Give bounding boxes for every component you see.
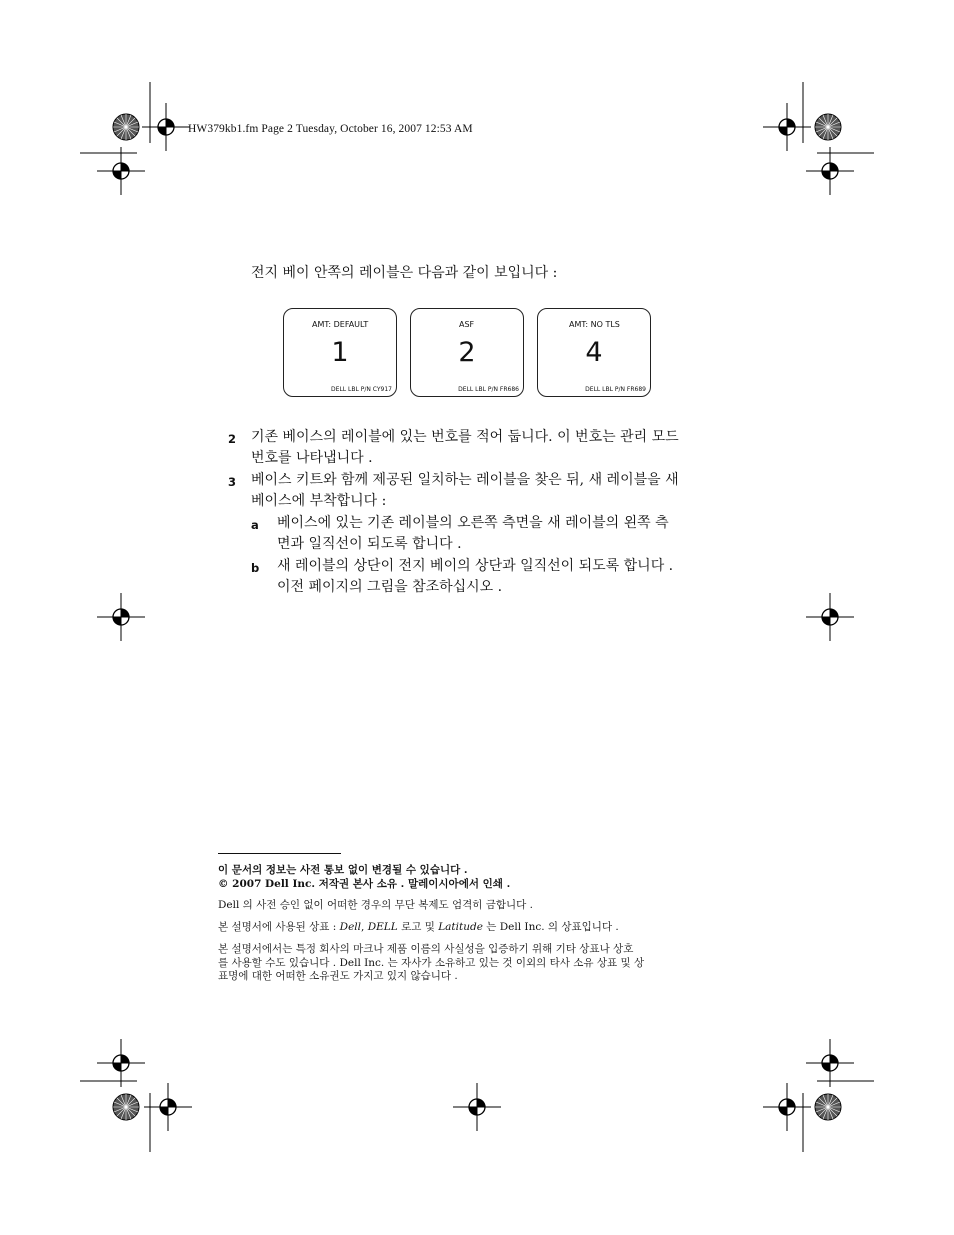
disclaimer-line: 표명에 대한 어떠한 소유권도 가지고 있지 않습니다 . <box>218 970 458 982</box>
footnote-notice: 이 문서의 정보는 사전 통보 없이 변경될 수 있습니다 . <box>218 864 468 876</box>
step-text <box>251 470 679 512</box>
registration-target-icon <box>806 593 854 641</box>
trademark-dell-logo: DELL <box>367 921 398 933</box>
registration-target-icon <box>763 1083 811 1131</box>
substep-line: 이전 페이지의 그림을 참조하십시오 . <box>277 579 503 595</box>
substep-letter: b <box>251 561 260 575</box>
registration-target-icon <box>806 147 854 195</box>
label-title: AMT: DEFAULT <box>312 320 369 329</box>
disclaimer-line: 를 사용할 수도 있습니다 . Dell Inc. 는 자사가 소유하고 있는 것 이외의 타사 소유 상표 및 상 <box>218 956 645 969</box>
footnote-copyright: © 2007 Dell Inc. 저작권 본사 소유 . 말레이시아에서 인쇄 . <box>218 878 511 890</box>
step-number: 3 <box>228 475 237 489</box>
label-part-number: DELL LBL P/N FR689 <box>585 386 646 393</box>
step-line: 번호를 나타냅니다 . <box>251 450 373 466</box>
substep-line: 면과 일직선이 되도록 합니다 . <box>277 536 462 552</box>
registration-target-icon <box>142 103 190 151</box>
registration-target-icon <box>144 1083 192 1131</box>
label-part-number: DELL LBL P/N FR686 <box>458 386 519 393</box>
label-card-no-tls <box>537 308 651 397</box>
registration-star-icon <box>113 1094 139 1120</box>
trademark-text: 는 Dell Inc. 의 상표입니다 . <box>482 921 619 933</box>
trademark-latitude: Latitude <box>438 921 483 933</box>
intro-text: 전지 베이 안쪽의 레이블은 다음과 같이 보입니다 : <box>251 265 558 281</box>
step-line: 베이스에 부착합니다 : <box>251 493 387 509</box>
registration-target-icon <box>97 147 145 195</box>
label-number: 4 <box>585 337 603 368</box>
footnote-rule <box>218 853 341 854</box>
step-line: 베이스 키트와 함께 제공된 일치하는 레이블을 찾은 뒤, 새 레이블을 새 <box>251 472 679 488</box>
substep-line: 새 레이블의 상단이 전지 베이의 상단과 일직선이 되도록 합니다 . <box>277 558 674 574</box>
label-title: ASF <box>459 320 475 329</box>
label-card-asf <box>410 308 524 397</box>
trademark-text: , <box>361 921 368 933</box>
step-line: 기존 베이스의 레이블에 있는 번호를 적어 둡니다. 이 번호는 관리 모드 <box>251 429 679 445</box>
label-number: 2 <box>458 337 476 368</box>
disclaimer-line: 본 설명서에서는 특정 회사의 마크나 제품 이름의 사실성을 입증하기 위해 기타 상표나 상호 <box>218 943 634 955</box>
footnote-reproduction: Dell 의 사전 승인 없이 어떠한 경우의 무단 복제도 엄격히 금합니다 . <box>218 899 533 911</box>
footnote-disclaimer <box>218 943 644 984</box>
footnote-trademarks <box>218 921 619 935</box>
trademark-text: 로고 및 <box>397 921 439 933</box>
substep-line: 베이스에 있는 기존 레이블의 오른쪽 측면을 새 레이블의 왼쪽 측 <box>277 515 669 531</box>
substep-letter: a <box>251 518 259 532</box>
print-header: HW379kb1.fm Page 2 Tuesday, October 16, 2007 12:53 AM <box>188 123 473 135</box>
label-part-number: DELL LBL P/N CY917 <box>331 386 392 393</box>
registration-target-icon <box>97 1039 145 1087</box>
registration-star-icon <box>815 114 841 140</box>
trademark-text: 본 설명서에 사용된 상표 : <box>218 921 340 933</box>
registration-target-icon <box>453 1083 501 1131</box>
label-card-default <box>283 308 397 397</box>
registration-star-icon <box>113 114 139 140</box>
step-number: 2 <box>228 432 237 446</box>
step-text <box>251 427 679 469</box>
substep-text <box>277 556 673 598</box>
registration-target-icon <box>763 103 811 151</box>
registration-star-icon <box>815 1094 841 1120</box>
label-number: 1 <box>331 337 349 368</box>
label-title: AMT: NO TLS <box>569 320 620 329</box>
registration-target-icon <box>806 1039 854 1087</box>
trademark-dell: Dell <box>339 921 362 933</box>
substep-text <box>277 513 669 555</box>
registration-target-icon <box>97 593 145 641</box>
